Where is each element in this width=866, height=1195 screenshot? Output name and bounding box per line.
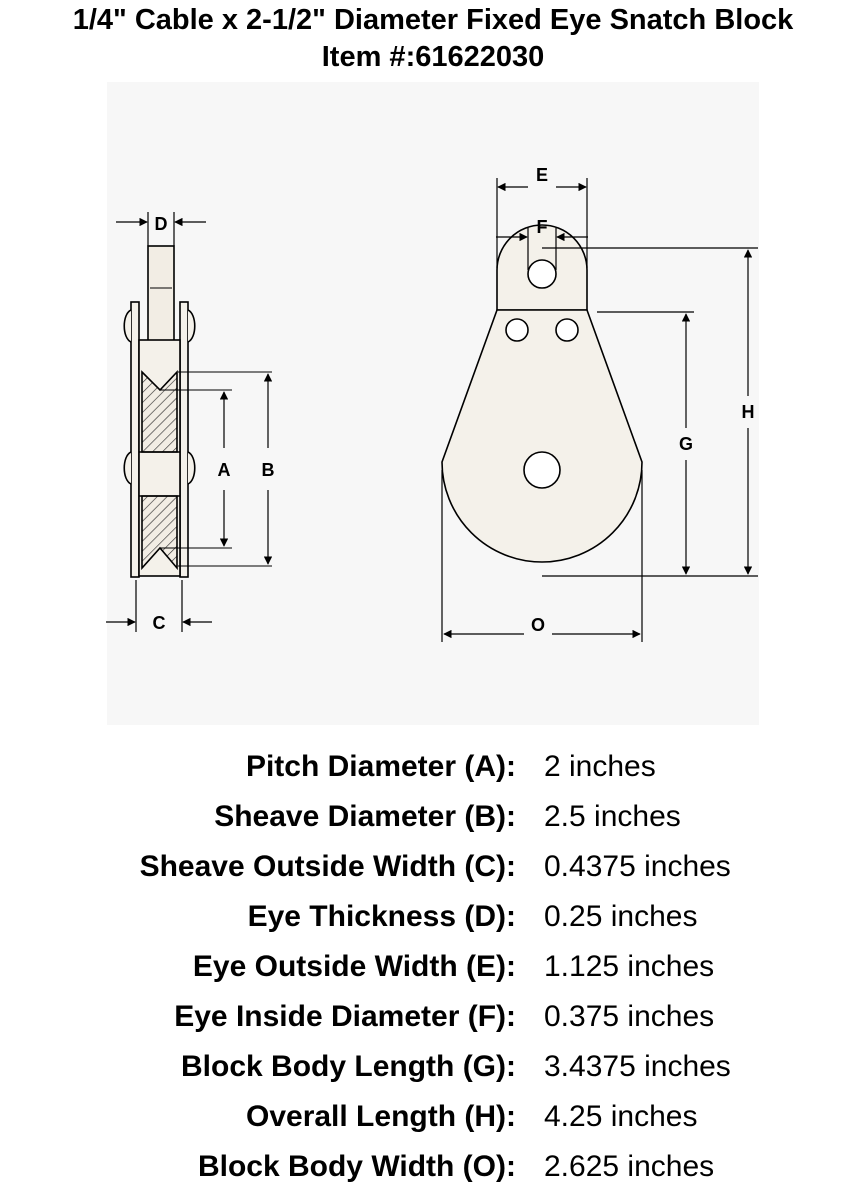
rivet-hole-left — [506, 319, 528, 341]
spec-label: Overall Length (H): — [245, 1100, 516, 1133]
spec-row — [0, 1095, 866, 1145]
spec-label: Eye Outside Width (E): — [192, 950, 516, 983]
spec-label: Sheave Diameter (B): — [214, 800, 516, 833]
spec-row — [0, 845, 866, 895]
spec-row — [0, 795, 866, 845]
spec-value: 2.625 inches — [544, 1150, 715, 1183]
side-plate-right — [180, 302, 188, 577]
spec-value: 4.25 inches — [544, 1100, 698, 1133]
spec-label: Eye Inside Diameter (F): — [174, 1000, 516, 1033]
front-view — [442, 225, 642, 562]
eye-hole — [528, 260, 556, 288]
spec-row — [0, 895, 866, 945]
dim-label-c: C — [152, 613, 166, 633]
spec-value: 0.375 inches — [544, 1000, 715, 1033]
front-body — [442, 310, 642, 562]
dim-label-b: B — [261, 460, 275, 480]
spec-value: 1.125 inches — [544, 950, 715, 983]
spec-value: 2 inches — [544, 750, 656, 783]
spec-value: 0.4375 inches — [544, 850, 731, 883]
axle-hole — [524, 452, 560, 488]
spec-row — [0, 1045, 866, 1095]
spec-value: 3.4375 inches — [544, 1050, 731, 1083]
spec-row — [0, 995, 866, 1045]
dim-label-d: D — [154, 214, 168, 234]
side-plate-left — [131, 302, 139, 577]
side-view — [124, 246, 272, 577]
spec-label: Block Body Width (O): — [197, 1150, 516, 1183]
spec-value: 0.25 inches — [544, 900, 698, 933]
dim-label-e: E — [535, 165, 549, 185]
dim-label-o: O — [530, 615, 546, 635]
spec-label: Sheave Outside Width (C): — [139, 850, 516, 883]
spec-label: Eye Thickness (D): — [247, 900, 516, 933]
spec-label: Pitch Diameter (A): — [245, 750, 516, 783]
dim-label-g: G — [678, 434, 694, 454]
item-number: Item #:61622030 — [321, 41, 545, 73]
spec-row — [0, 745, 866, 795]
side-eye-tab — [148, 246, 174, 341]
dim-label-a: A — [217, 460, 231, 480]
rivet-hole-right — [556, 319, 578, 341]
spec-row — [0, 945, 866, 995]
spec-value: 2.5 inches — [544, 800, 681, 833]
product-title: 1/4" Cable x 2-1/2" Diameter Fixed Eye Snatch Block — [72, 4, 794, 36]
spec-label: Block Body Length (G): — [181, 1050, 516, 1083]
dim-label-f: F — [536, 217, 548, 237]
dim-label-h: H — [741, 402, 755, 422]
